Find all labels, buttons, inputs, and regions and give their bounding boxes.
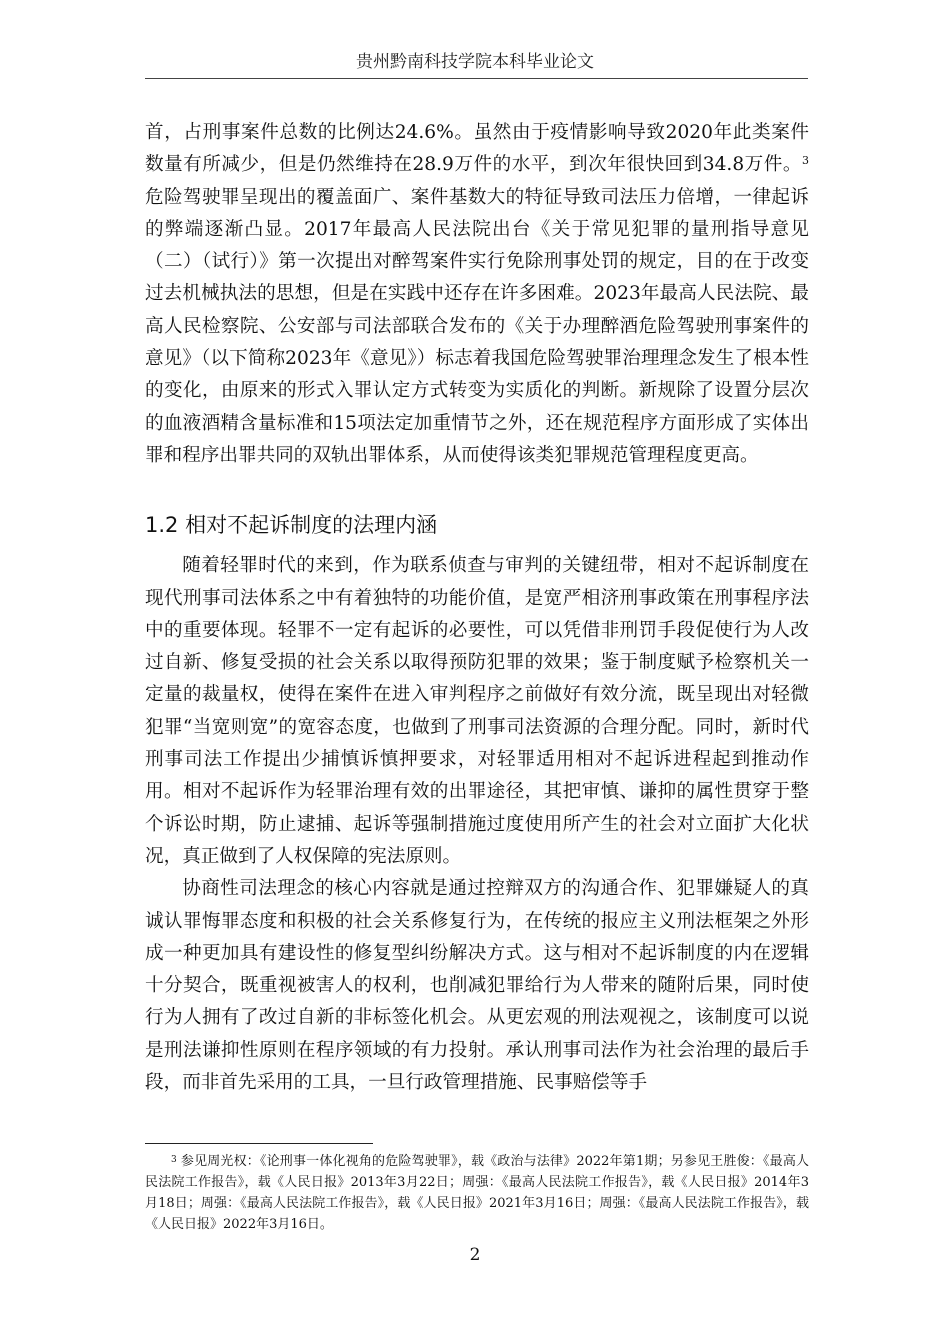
body-text	[145, 117, 809, 1099]
paragraph-2: 随着轻罪时代的来到，作为联系侦查与审判的关键纽带，相对不起诉制度在现代刑事司法体系之中有着独特的功能价值，是宽严相济刑事政策在刑事程序法中的重要体现。轻罪不一定有起诉的必要性，可以凭借非刑罚手段促使行为人改过自新、修复受损的社会关系以取得预防犯罪的效果；鉴于制度赋予检察机关一定量的裁量权，使得在案件在进入审判程序之前做好有效分流，既呈现出对轻微犯罪“当宽则宽”的宽容态度，也做到了刑事司法资源的合理分配。同时，新时代刑事司法工作提出少捕慎诉慎押要求，对轻罪适用相对不起诉进程起到推动作用。相对不起诉作为轻罪治理有效的出罪途径，其把审慎、谦抑的属性贯穿于整个诉讼时期，防止逮捕、起诉等强制措施过度使用所产生的社会对立面扩大化状况，真正做到了人权保障的宪法原则。	[145, 555, 809, 867]
footnote-ref[interactable]: 3	[802, 154, 809, 168]
paragraph-continued	[145, 117, 809, 472]
footnote-text: 参见周光权：《论刑事一体化视角的危险驾驶罪》，载《政治与法律》2022年第1期；另参见王胜俊：《最高人民法院工作报告》，载《人民日报》2013年3月22日；周强：《最高人民法院工作报告》，载《人民日报》2014年3月18日；周强：《最高人民法院工作报告》，载《人民日报》2021年3月16日；周强：《最高人民法院工作报告》，载《人民日报》2022年3月16日。	[145, 1154, 809, 1232]
section-heading: 1.2 相对不起诉制度的法理内涵	[145, 513, 438, 538]
paragraph-1-text: 首，占刑事案件总数的比例达24.6%。虽然由于疫情影响导致2020年此类案件数量有所减少，但是仍然维持在28.9万件的水平，到次年很快回到34.8万件。	[145, 122, 809, 176]
running-header: 贵州黔南科技学院本科毕业论文	[356, 52, 594, 72]
paragraph-1-continuation: 危险驾驶罪呈现出的覆盖面广、案件基数大的特征导致司法压力倍增，一律起诉的弊端逐渐凸显。2017年最高人民法院出台《关于常见犯罪的量刑指导意见（二）（试行）》第一次提出对醉驾案件实行免除刑事处罚的规定，目的在于改变过去机械执法的思想，但是在实践中还存在许多困难。2023年最高人民法院、最高人民检察院、公安部与司法部联合发布的《关于办理醉酒危险驾驶刑事案件的意见》（以下简称2023年《意见》）标志着我国危险驾驶罪治理理念发生了根本性的变化，由原来的形式入罪认定方式转变为实质化的判断。新规除了设置分层次的血液酒精含量标准和15项法定加重情节之外，还在规范程序方面形成了实体出罪和程序出罪共同的双轨出罪体系，从而使得该类犯罪规范管理程度更高。	[145, 186, 809, 466]
header-rule	[145, 78, 808, 79]
footnote-entry	[145, 1151, 809, 1235]
footnote-rule	[145, 1143, 373, 1144]
footnote	[145, 1151, 809, 1235]
footnote-number: 3	[171, 1155, 177, 1165]
page-number: 2	[469, 1245, 481, 1265]
paragraph-3: 协商性司法理念的核心内容就是通过控辩双方的沟通合作、犯罪嫌疑人的真诚认罪悔罪态度和积极的社会关系修复行为，在传统的报应主义刑法框架之外形成一种更加具有建设性的修复型纠纷解决方式。这与相对不起诉制度的内在逻辑十分契合，既重视被害人的权利，也削减犯罪给行为人带来的随附后果，同时使行为人拥有了改过自新的非标签化机会。从更宏观的刑法观视之，该制度可以说是刑法谦抑性原则在程序领域的有力投射。承认刑事司法作为社会治理的最后手段，而非首先采用的工具，一旦行政管理措施、民事赔偿等手	[145, 878, 809, 1094]
